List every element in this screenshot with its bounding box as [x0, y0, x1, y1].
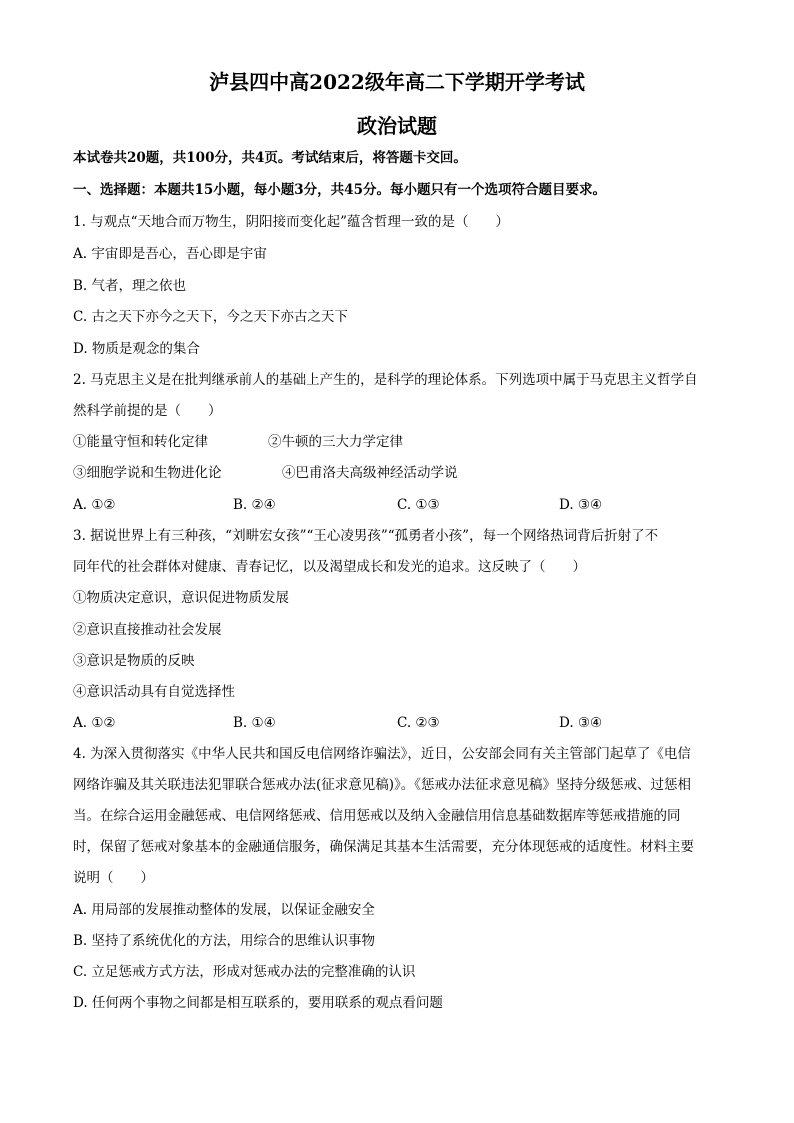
q4-stem-line2: 网络诈骗及其关联违法犯罪联合惩戒办法(征求意见稿)》。《惩戒办法征求意见稿》坚持分级惩戒、过惩相	[73, 777, 692, 793]
q3-statement-2: ②意识直接推动社会发展	[73, 622, 222, 638]
q2-option-a: A. ①②	[73, 497, 116, 513]
q1-option-b: B. 气者，理之依也	[73, 278, 187, 294]
q2-statement-4: ④巴甫洛夫高级神经活动学说	[282, 465, 458, 481]
q4-option-c: C. 立足惩戒方式方法，形成对惩戒办法的完整准确的认识	[73, 964, 416, 980]
q2-stem-line1: 2. 马克思主义是在批判继承前人的基础上产生的，是科学的理论体系。下列选项中属于马克思主义哲学自	[73, 372, 698, 388]
q4-stem-line3: 当。在综合运用金融惩戒、电信网络惩戒、信用惩戒以及纳入金融信用信息基础数据库等惩戒措施的同	[73, 808, 681, 824]
q2-statement-3: ③细胞学说和生物进化论	[73, 465, 222, 481]
q4-option-a: A. 用局部的发展推动整体的发展，以保证金融安全	[73, 902, 375, 918]
q1-option-d: D. 物质是观念的集合	[73, 341, 200, 357]
q3-statement-1: ①物质决定意识，意识促进物质发展	[73, 590, 289, 606]
q2-statement-2: ②牛顿的三大力学定律	[268, 434, 403, 450]
q3-stem-line1: 3. 据说世界上有三种孩，“刘畊宏女孩”“王心凌男孩”“孤勇者小孩”，每一个网络热词背后折射了不	[73, 528, 659, 544]
q4-option-b: B. 坚持了系统优化的方法，用综合的思维认识事物	[73, 933, 376, 949]
q2-statement-1: ①能量守恒和转化定律	[73, 434, 208, 450]
q2-option-c: C. ①③	[397, 497, 440, 513]
q2-option-d: D. ③④	[559, 497, 603, 513]
q1-option-a: A. 宇宙即是吾心，吾心即是宇宙	[73, 246, 267, 262]
q4-stem-line4: 时，保留了惩戒对象基本的金融通信服务，确保满足其基本生活需要，充分体现惩戒的适度性。材料主要	[73, 839, 694, 855]
q3-statement-4: ④意识活动具有自觉选择性	[73, 684, 235, 700]
section-heading: 一、选择题：本题共15小题，每小题3分，共45分。每小题只有一个选项符合题目要求。	[73, 182, 606, 198]
q3-statement-3: ③意识是物质的反映	[73, 653, 195, 669]
q3-option-c: C. ②③	[397, 715, 440, 731]
q3-option-d: D. ③④	[559, 715, 603, 731]
q3-option-b: B. ①④	[233, 715, 276, 731]
q2-option-b: B. ②④	[233, 497, 276, 513]
q4-stem-line5: 说明（ ）	[73, 870, 154, 886]
q4-option-d: D. 任何两个事物之间都是相互联系的，要用联系的观点看问题	[73, 995, 443, 1011]
q4-stem-line1: 4. 为深入贯彻落实《中华人民共和国反电信网络诈骗法》，近日，公安部会同有关主管部门起草了《电信	[73, 746, 691, 762]
exam-intro: 本试卷共20题，共100分，共4页。考试结束后，将答题卡交回。	[73, 150, 467, 166]
exam-subject-title: 政治试题	[357, 114, 437, 138]
q2-stem-line2: 然科学前提的是（ ）	[73, 403, 222, 419]
q1-option-c: C. 古之天下亦今之天下，今之天下亦古之天下	[73, 309, 348, 325]
q3-stem-line2: 同年代的社会群体对健康、青春记忆，以及渴望成长和发光的追求。这反映了（ ）	[73, 559, 586, 575]
exam-title: 泸县四中高2022级年高二下学期开学考试	[209, 70, 585, 94]
q3-option-a: A. ①②	[73, 715, 116, 731]
q1-stem: 1. 与观点“天地合而万物生，阴阳接而变化起”蕴含哲理一致的是（ ）	[73, 214, 509, 230]
